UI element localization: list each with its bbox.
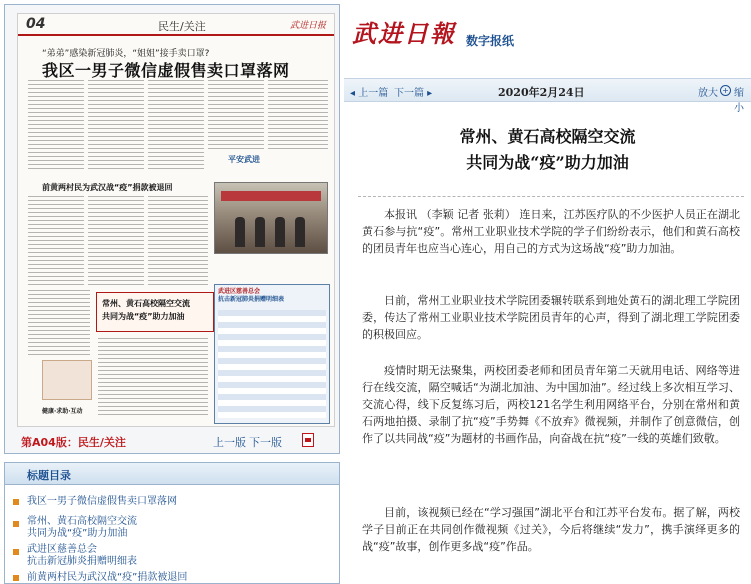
article-paragraph: 本报讯 （李颖 记者 张莉） 连日来，江苏医疗队的不少医护人员正在湖北黄石参与抗“疫”。常州工业职业技术学院的学子们纷纷表示，他们和黄石高校的团员青年也应当心连心，用自己的方式为这场战“疫”助力加油。 [362, 208, 740, 255]
title-divider [358, 196, 744, 197]
toc-title: 标题目录 [27, 469, 71, 482]
next-page-link[interactable]: 下一版 [249, 436, 282, 449]
bullet-icon [13, 575, 19, 581]
text-column [148, 80, 204, 170]
bullet-icon [13, 549, 19, 555]
text-column [268, 80, 328, 150]
article-nav-bar [344, 78, 751, 114]
bullet-icon [13, 521, 19, 527]
digital-edition-label: 数字报纸 [466, 34, 515, 48]
toc-item[interactable]: 武进区慈善总会 抗击新冠肺炎捐赠明细表 [27, 544, 137, 567]
left-panel [0, 0, 344, 584]
ad-badge-thumb: 平安武进 [228, 155, 260, 164]
text-column [28, 80, 84, 170]
text-column [28, 290, 90, 356]
article-title-line2: 共同为战“疫”助力加油 [466, 153, 629, 172]
text-column [88, 80, 144, 170]
article-title-line1: 常州、黄石高校隔空交流 [459, 127, 636, 146]
article-paragraph: 目前，该视频已经在“学习强国”湖北平台和江苏平台发布。据了解，两校学子目前正在共同创作微视频《过关》，今后将继续“发力”，携手演绎更多的战“疫”故事，创作更多战“疫”作品。 [362, 506, 740, 553]
donation-table-subtitle: 抗击新冠肺炎捐赠明细表 [218, 296, 285, 303]
toc-item[interactable]: 前黄两村民为武汉战“疫”捐款被退回 [27, 572, 188, 583]
page-number: 04 [26, 16, 46, 32]
prev-article-link[interactable]: ◂ 上一篇 [350, 88, 389, 99]
page-preview-frame [4, 4, 340, 454]
ad-image-thumb [42, 360, 92, 400]
pdf-icon[interactable] [302, 433, 314, 447]
article-paragraph: 日前，常州工业职业技术学院团委辗转联系到地处黄石的湖北理工学院团委，传达了常州工业职业技术学院团员青年的心声，得到了湖北理工学院团委的积极回应。 [362, 294, 740, 341]
page-label: 第A04版：民生/关注 [21, 436, 126, 449]
text-column [88, 196, 144, 286]
title-directory [4, 462, 340, 584]
toc-item[interactable]: 我区一男子微信虚假售卖口罩落网 [27, 496, 177, 507]
article-panel [344, 0, 751, 584]
issue-date: 2020年2月24日 [498, 86, 585, 99]
zoom-in-button[interactable]: 放大 [698, 88, 718, 99]
next-article-link[interactable]: 下一篇 ▸ [394, 88, 433, 99]
article-headline-thumb[interactable]: 我区一男子微信虚假售卖口罩落网 [42, 61, 290, 80]
zoom-out-button[interactable]: 缩小 [734, 88, 744, 114]
article-kicker-thumb[interactable]: “弟弟”感染新冠肺炎，“姐姐”接手卖口罩? [42, 49, 210, 59]
prev-page-link[interactable]: 上一版 [213, 436, 246, 449]
news-photo-thumb [214, 182, 328, 254]
text-column [28, 196, 84, 286]
text-column [148, 196, 208, 286]
toc-header [5, 463, 339, 485]
zoom-in-icon[interactable]: + [720, 85, 731, 96]
bottom-label-thumb: 健康·求助·互动 [42, 408, 83, 415]
donation-table-title: 武进区慈善总会 [218, 288, 261, 295]
newspaper-page-thumbnail[interactable] [17, 13, 335, 427]
newspaper-logo[interactable]: 武进日報 [352, 19, 456, 48]
feature-box-title[interactable]: 常州、黄石高校隔空交流 共同为战“疫”助力加油 [102, 299, 190, 321]
article-paragraph: 疫情时期无法聚集，两校团委老师和团员青年第二天就用电话、网络等进行在线交流，隔空喊话“为湖北加油、为中国加油”。经过线上多次相互学习、交流心得，线下反复练习后，两校121名学生利用网络平台，分别在常州和黄石两地拍摄、录制了抗“疫”手势舞《不放弃》微视频，并制作了创意微信，创作了以共同战“疫”为题材的书画作品，向奋战在抗“疫”一线的英雄们致敬。 [362, 364, 740, 445]
page-section: 民生/关注 [158, 20, 206, 33]
page-masthead [18, 14, 334, 36]
text-column [208, 80, 264, 150]
bullet-icon [13, 499, 19, 505]
toc-item[interactable]: 常州、黄石高校隔空交流 共同为战“疫”助力加油 [27, 516, 137, 539]
text-column [98, 338, 208, 418]
page-logo: 武进日报 [289, 21, 326, 31]
brand-header [344, 0, 751, 66]
donation-table-rows [218, 310, 326, 418]
article-sub-thumb[interactable]: 前黄两村民为武汉战“疫”捐款被退回 [42, 183, 173, 192]
